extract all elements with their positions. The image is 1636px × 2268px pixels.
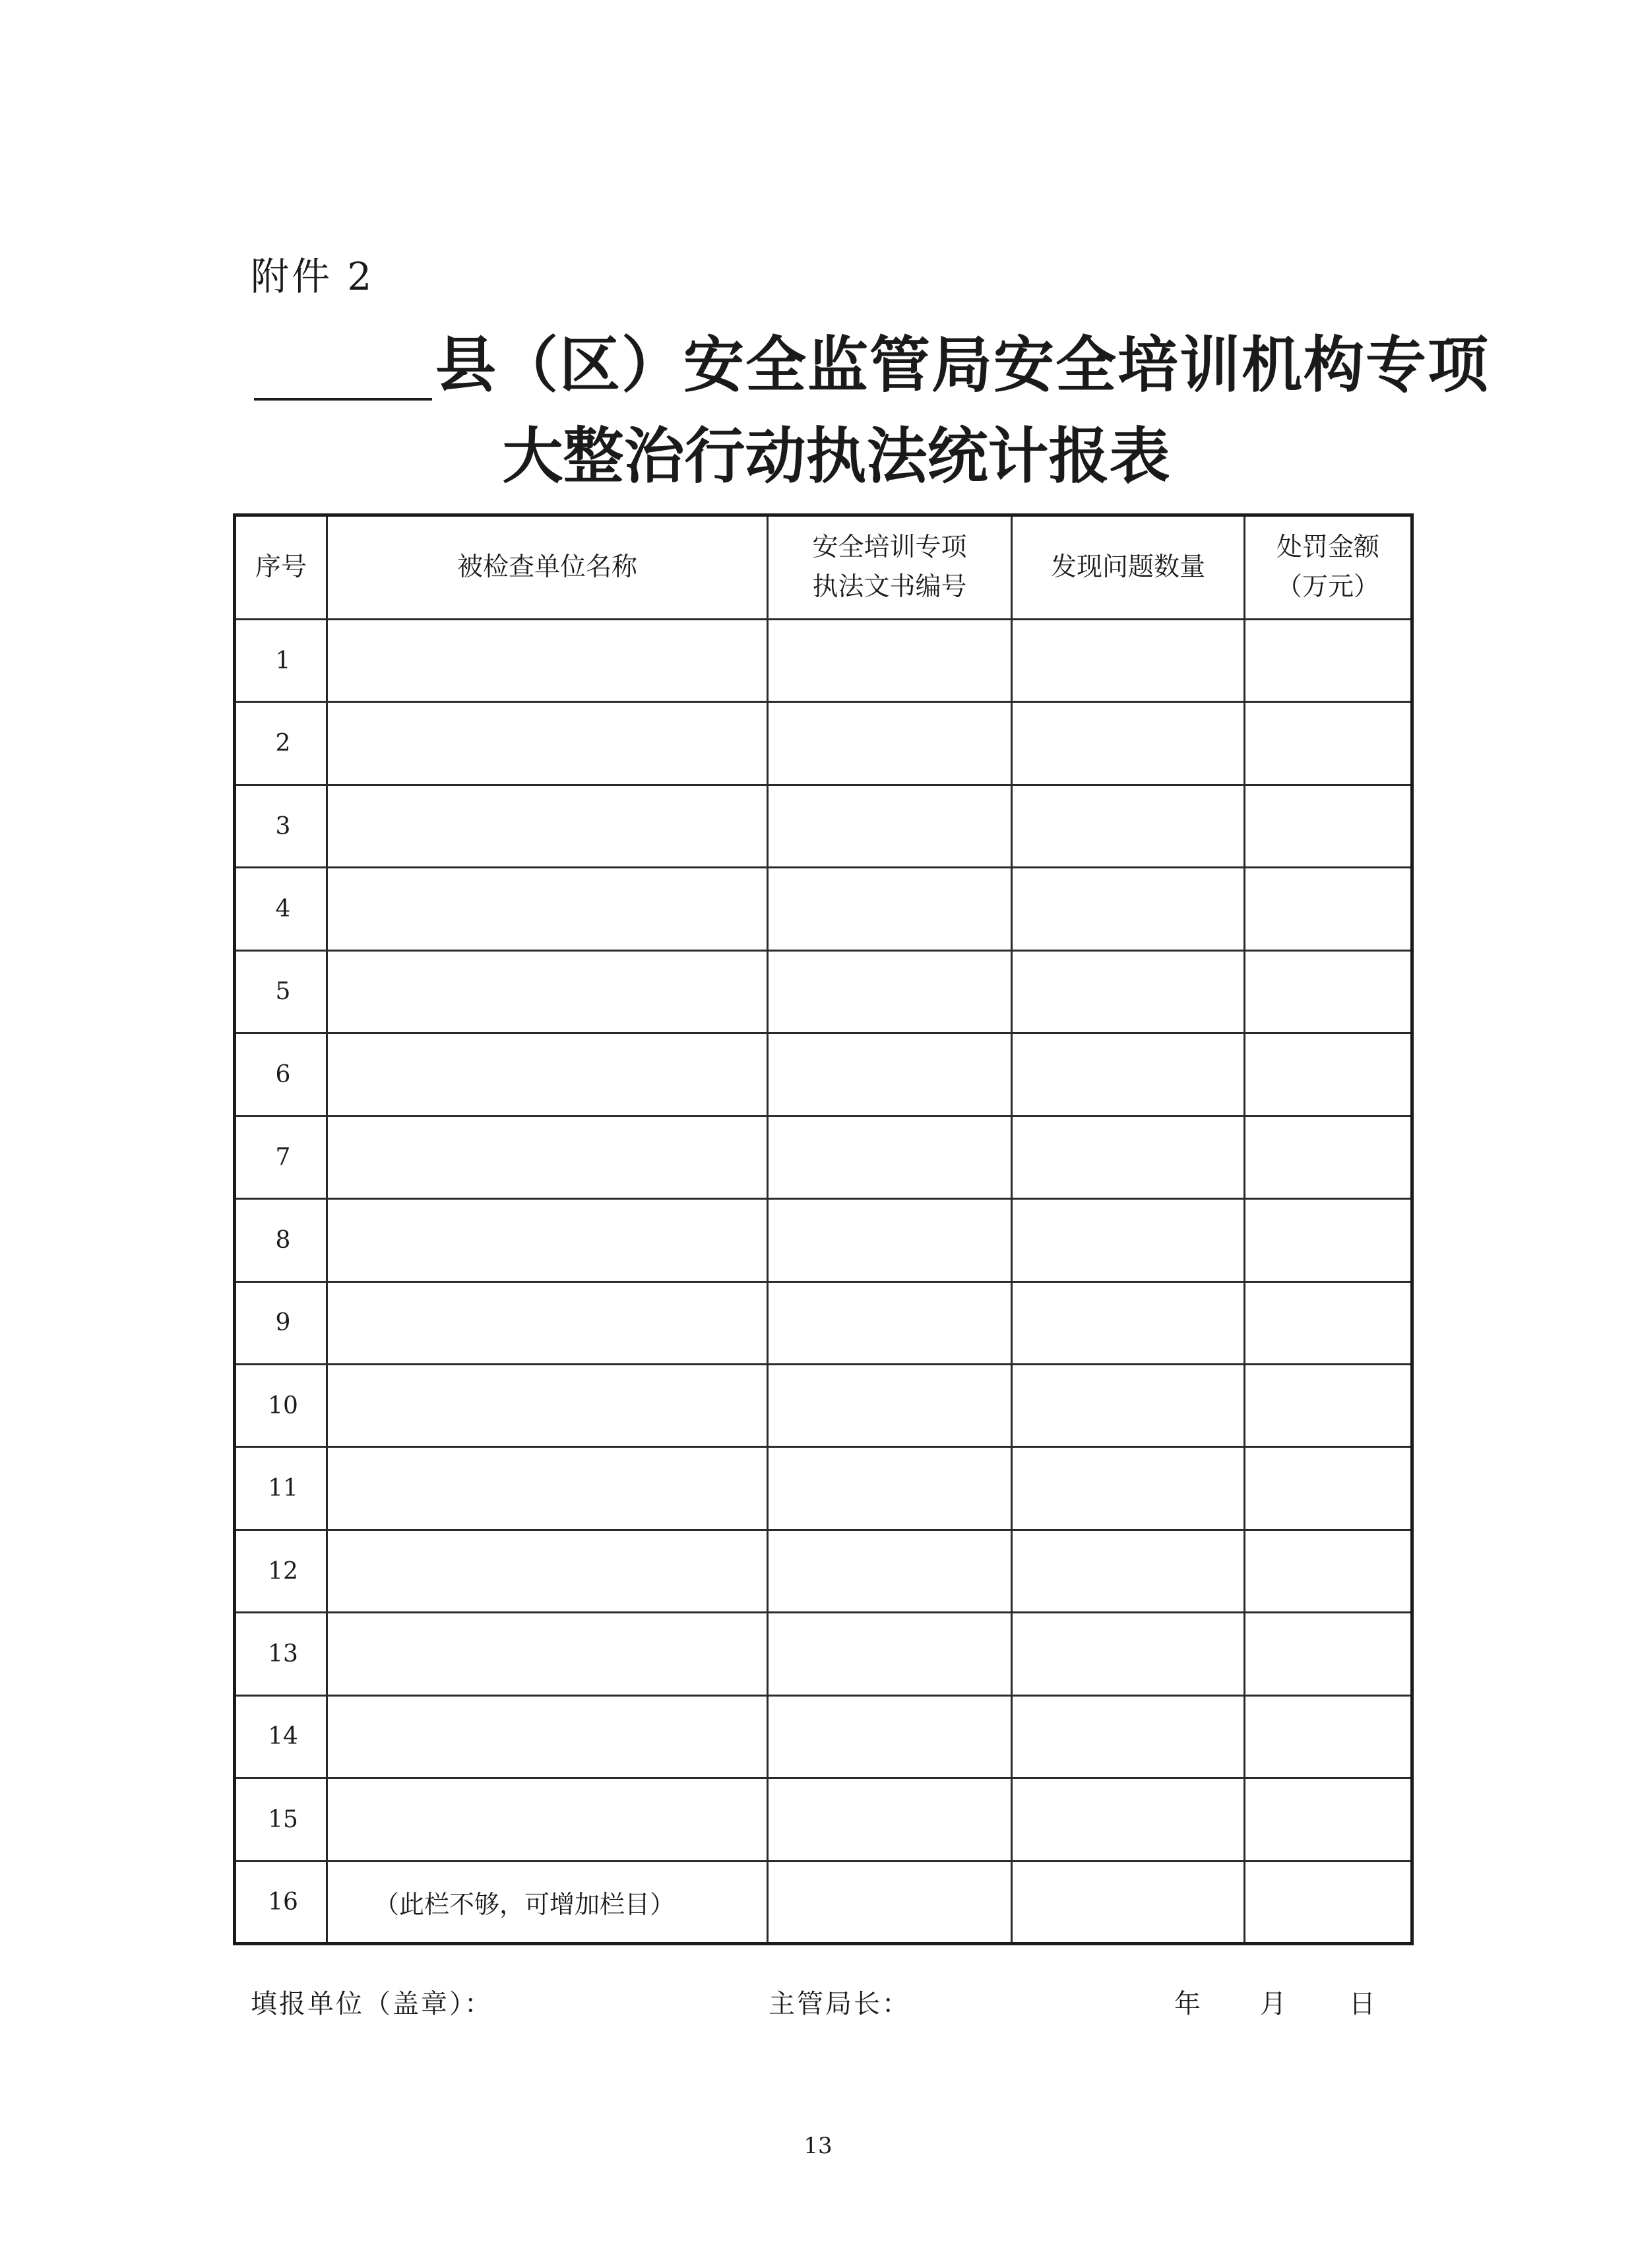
- unit-name-cell: [327, 950, 768, 1033]
- document-number-cell: [768, 1778, 1012, 1861]
- fine-amount-cell: [1245, 1033, 1412, 1116]
- row-serial-number: 14: [235, 1695, 327, 1778]
- document-number-cell: [768, 1199, 1012, 1281]
- fine-amount-cell: [1245, 1695, 1412, 1778]
- unit-name-cell: [327, 1695, 768, 1778]
- document-number-cell: [768, 1613, 1012, 1695]
- unit-name-cell: [327, 868, 768, 950]
- fine-amount-cell: [1245, 1861, 1412, 1943]
- fine-amount-cell: [1245, 1447, 1412, 1530]
- row-serial-number: 11: [235, 1447, 327, 1530]
- issue-count-cell: [1012, 1530, 1245, 1612]
- row-serial-number: 7: [235, 1116, 327, 1198]
- table-row: [235, 1116, 1412, 1198]
- unit-name-cell: [327, 1033, 768, 1116]
- issue-count-cell: [1012, 868, 1245, 950]
- unit-name-cell: [327, 1530, 768, 1612]
- fine-amount-cell: [1245, 785, 1412, 867]
- table-row: [235, 1530, 1412, 1612]
- header-fine-amount: 处罚金额 （万元）: [1245, 515, 1412, 620]
- title-line-2: 大整治行动执法统计报表: [502, 420, 1170, 492]
- issue-count-cell: [1012, 702, 1245, 785]
- header-serial: 序号: [235, 515, 327, 620]
- fine-amount-cell: [1245, 1116, 1412, 1198]
- document-number-cell: [768, 1281, 1012, 1364]
- document-number-cell: [768, 1861, 1012, 1943]
- issue-count-cell: [1012, 1116, 1245, 1198]
- fine-amount-cell: [1245, 1778, 1412, 1861]
- fine-amount-cell: [1245, 1613, 1412, 1695]
- issue-count-cell: [1012, 1613, 1245, 1695]
- document-number-cell: [768, 1447, 1012, 1530]
- row-serial-number: 6: [235, 1033, 327, 1116]
- unit-name-cell: [327, 620, 768, 702]
- row-serial-number: 12: [235, 1530, 327, 1612]
- table-row: [235, 785, 1412, 867]
- date-day-label: 日: [1349, 1989, 1377, 2019]
- unit-name-cell: [327, 702, 768, 785]
- issue-count-cell: [1012, 620, 1245, 702]
- table-row: [235, 1695, 1412, 1778]
- unit-name-cell: [327, 1613, 768, 1695]
- document-number-cell: [768, 785, 1012, 867]
- issue-count-cell: [1012, 1033, 1245, 1116]
- row-serial-number: 1: [235, 620, 327, 702]
- row-serial-number: 3: [235, 785, 327, 867]
- unit-name-cell: [327, 1281, 768, 1364]
- document-number-cell: [768, 1530, 1012, 1612]
- table-row: [235, 1364, 1412, 1446]
- issue-count-cell: [1012, 1364, 1245, 1446]
- document-number-cell: [768, 620, 1012, 702]
- issue-count-cell: [1012, 1199, 1245, 1281]
- issue-count-cell: [1012, 1778, 1245, 1861]
- document-number-cell: [768, 1695, 1012, 1778]
- unit-name-cell: [327, 785, 768, 867]
- document-number-cell: [768, 1364, 1012, 1446]
- fine-amount-cell: [1245, 868, 1412, 950]
- table-row: [235, 1199, 1412, 1281]
- director-label: 主管局长：: [769, 1989, 910, 2019]
- table-row: [235, 702, 1412, 785]
- attachment-label: 附件 2: [251, 254, 375, 299]
- unit-name-cell: [327, 1364, 768, 1446]
- unit-name-cell: （此栏不够，可增加栏目）: [327, 1861, 768, 1943]
- row-serial-number: 13: [235, 1613, 327, 1695]
- row-serial-number: 4: [235, 868, 327, 950]
- table-row: [235, 1613, 1412, 1695]
- table-row: [235, 620, 1412, 702]
- table-row: [235, 950, 1412, 1033]
- header-unit-name: 被检查单位名称: [327, 515, 768, 620]
- unit-name-cell: [327, 1199, 768, 1281]
- unit-name-cell: [327, 1447, 768, 1530]
- table-header-row: [235, 515, 1412, 620]
- issue-count-cell: [1012, 950, 1245, 1033]
- row-serial-number: 10: [235, 1364, 327, 1446]
- page-number: 13: [803, 2133, 833, 2159]
- row-serial-number: 2: [235, 702, 327, 785]
- fine-amount-cell: [1245, 1199, 1412, 1281]
- issue-count-cell: [1012, 1281, 1245, 1364]
- unit-name-cell: [327, 1778, 768, 1861]
- row-serial-number: 15: [235, 1778, 327, 1861]
- document-number-cell: [768, 950, 1012, 1033]
- document-number-cell: [768, 1033, 1012, 1116]
- unit-name-cell: [327, 1116, 768, 1198]
- row-serial-number: 16: [235, 1861, 327, 1943]
- row-serial-number: 5: [235, 950, 327, 1033]
- issue-count-cell: [1012, 1447, 1245, 1530]
- date-year-label: 年: [1174, 1989, 1203, 2019]
- table-row: [235, 1861, 1412, 1943]
- fine-amount-cell: [1245, 1530, 1412, 1612]
- title-blank-line: [254, 398, 432, 401]
- row-serial-number: 8: [235, 1199, 327, 1281]
- title-line-1: 县（区）安全监管局安全培训机构专项: [435, 329, 1490, 401]
- document-number-cell: [768, 702, 1012, 785]
- issue-count-cell: [1012, 1861, 1245, 1943]
- date-month-label: 月: [1260, 1989, 1288, 2019]
- table-row: [235, 868, 1412, 950]
- fine-amount-cell: [1245, 620, 1412, 702]
- filing-unit-label: 填报单位（盖章）：: [251, 1989, 493, 2019]
- document-number-cell: [768, 1116, 1012, 1198]
- row-serial-number: 9: [235, 1281, 327, 1364]
- issue-count-cell: [1012, 785, 1245, 867]
- table-row: [235, 1033, 1412, 1116]
- table-body: [235, 620, 1412, 1944]
- fine-amount-cell: [1245, 702, 1412, 785]
- header-issue-count: 发现问题数量: [1012, 515, 1245, 620]
- header-document-number: 安全培训专项 执法文书编号: [768, 515, 1012, 620]
- document-number-cell: [768, 868, 1012, 950]
- table-row: [235, 1281, 1412, 1364]
- fine-amount-cell: [1245, 1281, 1412, 1364]
- report-table: [233, 513, 1414, 1945]
- fine-amount-cell: [1245, 950, 1412, 1033]
- issue-count-cell: [1012, 1695, 1245, 1778]
- table-row: [235, 1447, 1412, 1530]
- table-row: [235, 1778, 1412, 1861]
- fine-amount-cell: [1245, 1364, 1412, 1446]
